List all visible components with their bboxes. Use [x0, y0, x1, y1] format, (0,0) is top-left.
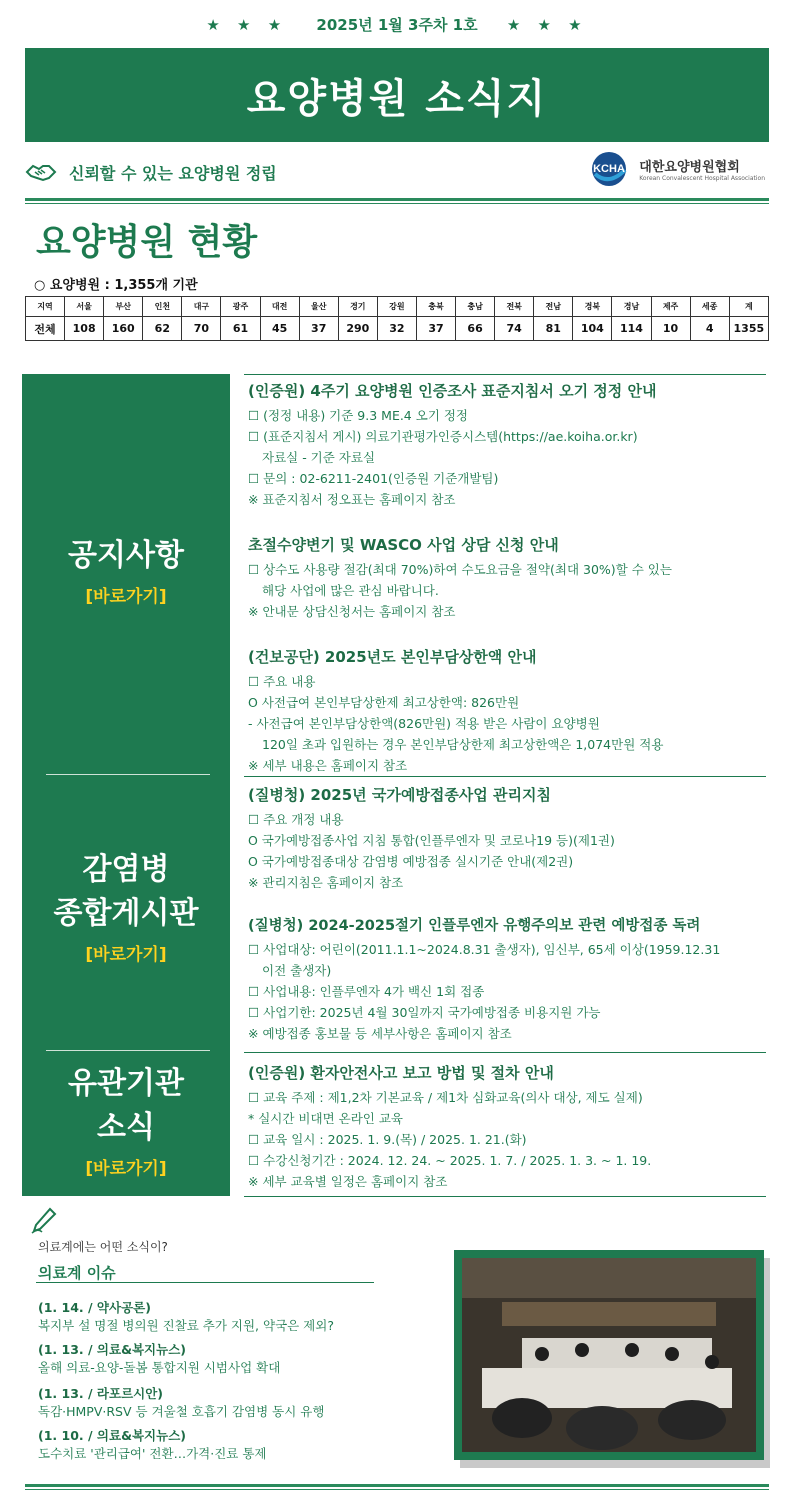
notice-1-title[interactable]: (인증원) 4주기 요양병원 인증조사 표준지침서 오기 정정 안내	[248, 382, 657, 400]
table-cell: 108	[65, 317, 104, 341]
table-cell: 61	[221, 317, 260, 341]
notice-2-line: ※ 안내문 상담신청서는 홈페이지 참조	[248, 604, 456, 619]
stars-left: ★ ★ ★	[206, 16, 288, 34]
infection-item-2	[248, 914, 788, 1044]
table-header-cell: 부산	[104, 297, 143, 317]
news-source: (1. 10. / 의료&복지뉴스)	[38, 1428, 186, 1443]
table-cell: 290	[338, 317, 377, 341]
table-cell: 114	[612, 317, 651, 341]
notice-3-line: - 사전급여 본인부담상한액(826만원) 적용 받은 사람이 요양병원	[248, 716, 600, 731]
page-title: 요양병원 소식지	[246, 75, 548, 122]
kcha-logo-icon	[587, 150, 633, 188]
notice-item-3	[248, 646, 788, 776]
table-header-cell: 대구	[182, 297, 221, 317]
news-item[interactable]	[38, 1426, 418, 1462]
table-header-cell: 지역	[26, 297, 65, 317]
table-cell: 104	[573, 317, 612, 341]
association-name: 대한요양병원협회	[639, 160, 740, 175]
notice-2-line: ☐ 상수도 사용량 절감(최대 70%)하여 수도요금을 절약(최대 30%)할 수 있는	[248, 562, 672, 577]
issue-title: 의료계 이슈	[38, 1264, 116, 1282]
notice-item-2	[248, 534, 788, 622]
org-1-line: ☐ 수강신청기간 : 2024. 12. 24. ~ 2025. 1. 7. / 2025. 1. 3. ~ 1. 19.	[248, 1153, 652, 1168]
issue-label: 2025년 1월 3주차 1호	[316, 16, 478, 34]
section-line	[244, 374, 766, 375]
sidebar	[22, 374, 230, 1196]
table-header-cell: 충북	[416, 297, 455, 317]
issue-number	[0, 14, 794, 35]
table-cell: 10	[651, 317, 690, 341]
org-1-line: ☐ 교육 일시 : 2025. 1. 9.(목) / 2025. 1. 21.(화)	[248, 1132, 527, 1147]
org-item-1	[248, 1062, 788, 1192]
notice-2-line: 해당 사업에 많은 관심 바랍니다.	[262, 583, 439, 598]
infection-2-line: ※ 예방접종 홍보물 등 세부사항은 홈페이지 참조	[248, 1026, 512, 1041]
section-line	[244, 1196, 766, 1197]
table-cell: 37	[299, 317, 338, 341]
meeting-photo	[462, 1258, 756, 1452]
table-cell: 62	[143, 317, 182, 341]
infection-section-label	[22, 848, 230, 965]
notice-3-line: 120일 초과 입원하는 경우 본인부담상한제 최고상한액은 1,074만원 적용	[262, 737, 664, 752]
table-header-cell: 경북	[573, 297, 612, 317]
notice-1-line: ☐ (표준지침서 게시) 의료기관평가인증시스템(https://ae.koiha.or.kr)	[248, 429, 638, 444]
table-cell: 45	[260, 317, 299, 341]
kcha-logo-text: KCHA	[593, 163, 626, 175]
sidebar-divider	[46, 1050, 210, 1051]
news-headline: 독감·HMPV·RSV 등 겨울철 호흡기 감염병 동시 유행	[38, 1404, 325, 1419]
infection-2-line: ☐ 사업기한: 2025년 4월 30일까지 국가예방접종 비용지원 가능	[248, 1005, 601, 1020]
news-source: (1. 13. / 의료&복지뉴스)	[38, 1342, 186, 1357]
title-banner	[25, 48, 769, 142]
org-title-2: 소식	[97, 1110, 155, 1145]
news-item[interactable]	[38, 1384, 418, 1420]
table-header-cell: 강원	[377, 297, 416, 317]
association-english-name: Korean Convalescent Hospital Association	[639, 175, 765, 182]
news-headline: 도수치료 '관리급여' 전환…가격·진료 통제	[38, 1446, 267, 1461]
notice-3-line: O 사전급여 본인부담상한제 최고상한액: 826만원	[248, 695, 520, 710]
table-cell: 1355	[729, 317, 768, 341]
footer-divider	[25, 1484, 769, 1487]
news-source: (1. 13. / 라포르시안)	[38, 1386, 164, 1401]
infection-1-line: O 국가예방접종사업 지침 통합(인플루엔자 및 코로나19 등)(제1권)	[248, 833, 615, 848]
issue-underline	[36, 1282, 374, 1283]
infection-2-title[interactable]: (질병청) 2024-2025절기 인플루엔자 유행주의보 관련 예방접종 독려	[248, 918, 701, 934]
news-headline: 복지부 설 명절 병의원 진찰료 추가 지원, 약국은 제외?	[38, 1318, 334, 1333]
infection-1-line: ※ 관리지침은 홈페이지 참조	[248, 875, 404, 890]
section-line	[244, 1052, 766, 1053]
table-header-cell: 전북	[495, 297, 534, 317]
notice-section-label	[22, 534, 230, 607]
table-header-cell: 서울	[65, 297, 104, 317]
notice-3-line: ※ 세부 내용은 홈페이지 참조	[248, 758, 408, 773]
stars-right: ★ ★ ★	[506, 16, 588, 34]
issue-subtitle: 의료계에는 어떤 소식이?	[38, 1240, 168, 1254]
notice-item-1	[248, 380, 788, 510]
news-headline: 올해 의료-요양-돌봄 통합지원 시범사업 확대	[38, 1360, 281, 1375]
org-1-line: ※ 세부 교육별 일정은 홈페이지 참조	[248, 1174, 448, 1189]
table-header-cell: 제주	[651, 297, 690, 317]
photo-frame	[454, 1250, 764, 1460]
table-header-cell: 경기	[338, 297, 377, 317]
notice-2-title[interactable]: 초절수양변기 및 WASCO 사업 상담 신청 안내	[248, 536, 559, 554]
table-header-cell: 울산	[299, 297, 338, 317]
table-cell: 4	[690, 317, 729, 341]
table-cell: 66	[456, 317, 495, 341]
table-header-cell: 전남	[534, 297, 573, 317]
infection-2-line: ☐ 사업내용: 인플루엔자 4가 백신 1회 접종	[248, 984, 485, 999]
table-cell: 74	[495, 317, 534, 341]
slogan-row	[25, 150, 769, 194]
org-1-line: * 실시간 비대면 온라인 교육	[248, 1111, 403, 1126]
table-header-cell: 광주	[221, 297, 260, 317]
infection-1-line: O 국가예방접종대상 감염병 예방접종 실시기준 안내(제2권)	[248, 854, 574, 869]
table-cell: 70	[182, 317, 221, 341]
divider	[25, 203, 769, 204]
org-link[interactable]: [바로가기]	[85, 1159, 167, 1179]
org-section-label	[22, 1062, 230, 1179]
divider	[25, 198, 769, 201]
notice-1-line: ☐ 문의 : 02-6211-2401(인증원 기준개발팀)	[248, 471, 499, 486]
news-item[interactable]	[38, 1340, 418, 1376]
infection-2-line: 이전 출생자)	[262, 963, 332, 978]
notice-3-title[interactable]: (건보공단) 2025년도 본인부담상한액 안내	[248, 648, 537, 666]
table-cell: 전체	[26, 317, 65, 341]
infection-2-line: ☐ 사업대상: 어린이(2011.1.1~2024.8.31 출생자), 임신부, 65세 이상(1959.12.31	[248, 942, 721, 957]
notice-1-line: 자료실 - 기준 자료실	[262, 450, 376, 465]
status-title: 요양병원 현황	[36, 222, 258, 263]
table-header-cell: 경남	[612, 297, 651, 317]
table-cell: 37	[416, 317, 455, 341]
table-header-cell: 계	[729, 297, 768, 317]
news-source: (1. 14. / 약사공론)	[38, 1300, 151, 1315]
table-header-cell: 세종	[690, 297, 729, 317]
news-item[interactable]	[38, 1298, 418, 1334]
pen-icon	[28, 1206, 58, 1236]
section-line	[244, 776, 766, 777]
table-header-row	[26, 297, 769, 317]
notice-1-line: ☐ (정정 내용) 기준 9.3 ME.4 오기 정정	[248, 408, 469, 423]
infection-item-1	[248, 784, 788, 893]
slogan: 신뢰할 수 있는 요양병원 정립	[69, 163, 277, 183]
org-title-1: 유관기관	[68, 1066, 184, 1101]
association-logo[interactable]	[587, 150, 765, 188]
notice-1-line: ※ 표준지침서 정오표는 홈페이지 참조	[248, 492, 456, 507]
notice-3-line: ☐ 주요 내용	[248, 674, 316, 689]
infection-1-line: ☐ 주요 개정 내용	[248, 812, 344, 827]
handshake-icon	[25, 160, 57, 184]
infection-link[interactable]: [바로가기]	[85, 945, 167, 965]
table-cell: 32	[377, 317, 416, 341]
table-cell: 81	[534, 317, 573, 341]
hospital-count: ○ 요양병원 : 1,355개 기관	[34, 278, 198, 293]
sidebar-divider	[46, 774, 210, 775]
table-header-cell: 인천	[143, 297, 182, 317]
infection-title-2: 종합게시판	[53, 896, 199, 931]
notice-title: 공지사항	[68, 538, 184, 573]
table-header-cell: 충남	[456, 297, 495, 317]
table-header-cell: 대전	[260, 297, 299, 317]
footer-divider	[25, 1489, 769, 1490]
org-1-line: ☐ 교육 주제 : 제1,2차 기본교육 / 제1차 심화교육(의사 대상, 제도 실제)	[248, 1090, 643, 1105]
infection-1-title[interactable]: (질병청) 2025년 국가예방접종사업 관리지침	[248, 786, 551, 804]
table-row	[26, 317, 769, 341]
infection-title-1: 감염병	[82, 852, 170, 887]
org-1-title[interactable]: (인증원) 환자안전사고 보고 방법 및 절차 안내	[248, 1064, 554, 1082]
region-table	[25, 296, 769, 341]
notice-link[interactable]: [바로가기]	[85, 587, 167, 607]
table-cell: 160	[104, 317, 143, 341]
